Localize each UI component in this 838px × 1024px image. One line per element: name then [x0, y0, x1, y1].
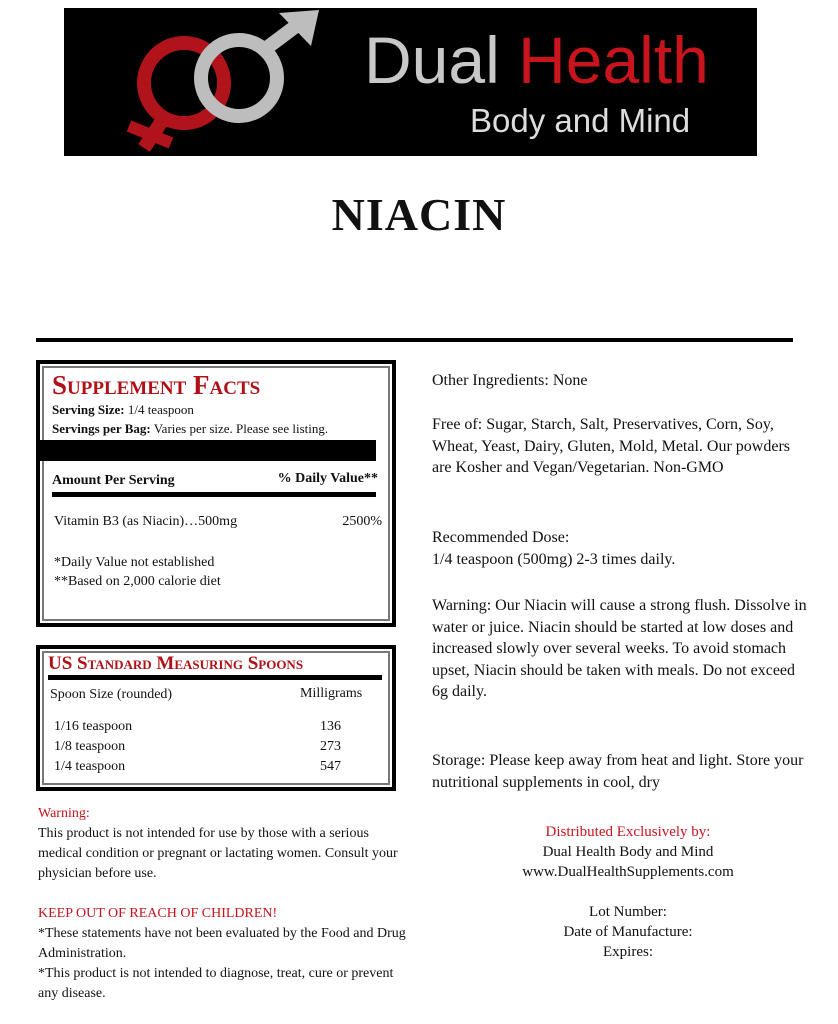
brand-name: Dual Health [364, 23, 709, 97]
note-2: **Based on 2,000 calorie diet [54, 574, 221, 589]
distributor-url[interactable]: www.DualHealthSupplements.com [522, 864, 734, 880]
dose-label: Recommended Dose: [432, 529, 570, 546]
facts-heading: Supplement Facts [52, 370, 261, 400]
measuring-spoons-panel [36, 645, 396, 791]
storage: Storage: Please keep away from heat and light. Store your nutritional supplements in cool, dry [432, 752, 804, 791]
spoon-mg: 136 [320, 719, 341, 734]
nutrient-name: Vitamin B3 (as Niacin)…500mg [54, 514, 238, 529]
supplement-facts-panel [36, 360, 396, 627]
thick-rule [48, 675, 382, 680]
expires: Expires: [603, 944, 653, 960]
lot-number: Lot Number: [589, 904, 667, 920]
distributor-heading: Distributed Exclusively by: [545, 824, 711, 840]
warning-heading: Warning: [38, 806, 90, 821]
fda-statement: *These statements have not been evaluated by the Food and Drug Administration. [38, 926, 406, 961]
spoon-size: 1/4 teaspoon [54, 759, 126, 774]
col-dv: % Daily Value** [277, 471, 378, 486]
spoon-size: 1/16 teaspoon [54, 719, 133, 734]
keep-out-heading: KEEP OUT OF REACH OF CHILDREN! [38, 906, 278, 921]
other-ingredients: Other Ingredients: None [432, 372, 588, 389]
spoon-mg: 547 [320, 759, 341, 774]
warning-text: This product is not intended for use by those with a serious medical condition or pregnant or lactating women. Consult your physician before use. [38, 826, 398, 881]
gender-symbols-logo [99, 8, 329, 156]
brand-tagline: Body and Mind [470, 102, 691, 139]
nutrient-dv: 2500% [342, 514, 382, 529]
serving-size: Serving Size: 1/4 teaspoon [52, 402, 194, 417]
spoons-heading: US Standard Measuring Spoons [48, 653, 304, 674]
free-of: Free of: Sugar, Starch, Salt, Preservatives, Corn, Soy, Wheat, Yeast, Dairy, Gluten, Mold, Metal. Our powders are Kosher and Vegan/Vegetarian. Non-GMO [432, 416, 791, 476]
product-title: NIACIN [331, 189, 507, 240]
warning-right: Warning: Our Niacin will cause a strong flush. Dissolve in water or juice. Niacin should be started at low doses and increased slowly over several weeks. To avoid stomach upset, Niacin should be taken with meals. Do not exceed 6g daily. [432, 597, 807, 700]
spoon-size: 1/8 teaspoon [54, 739, 126, 754]
dose: 1/4 teaspoon (500mg) 2-3 times daily. [432, 550, 676, 568]
black-bar [40, 440, 376, 461]
manufacture-date: Date of Manufacture: [563, 924, 693, 940]
col-size: Spoon Size (rounded) [50, 687, 173, 702]
distributor-name: Dual Health Body and Mind [542, 844, 714, 860]
col-mg: Milligrams [300, 686, 363, 701]
servings-per-bag: Servings per Bag: Varies per size. Please see listing. [52, 421, 329, 436]
spoon-mg: 273 [320, 739, 341, 754]
brand-banner [64, 8, 757, 156]
thick-rule [52, 492, 376, 497]
disclaimer: *This product is not intended to diagnose, treat, cure or prevent any disease. [38, 966, 394, 1001]
note-1: *Daily Value not established [54, 555, 215, 570]
divider [36, 338, 793, 342]
col-amount: Amount Per Serving [52, 473, 175, 488]
